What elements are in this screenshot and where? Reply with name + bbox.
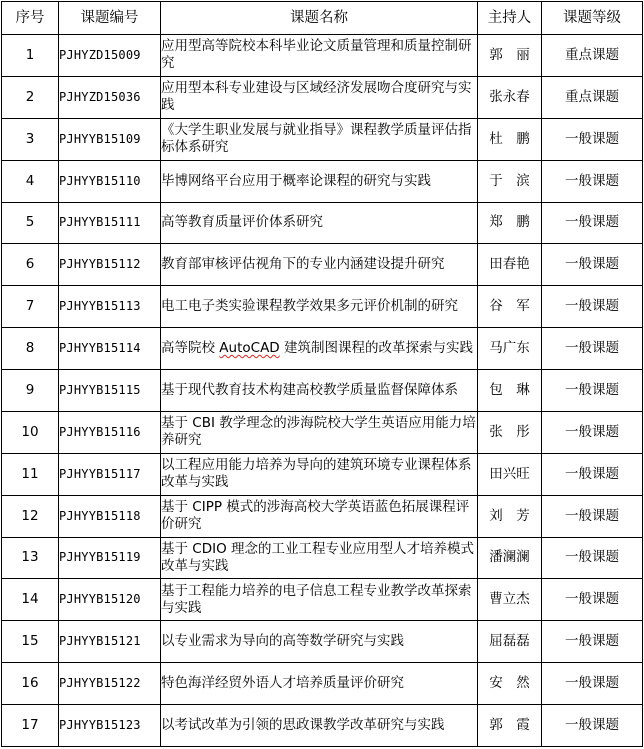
row-level: 一般课题 <box>542 621 643 663</box>
spellcheck-flagged-word: AutoCAD <box>219 340 280 357</box>
row-code: PJHYYB15119 <box>59 537 161 579</box>
row-title: 毕博网络平台应用于概率论课程的研究与实践 <box>161 160 478 202</box>
row-title: 基于 CIPP 模式的涉海高校大学英语蓝色拓展课程评价研究 <box>161 495 478 537</box>
header-serial: 序号 <box>2 2 59 35</box>
row-level: 重点课题 <box>542 76 643 118</box>
table-row <box>2 118 643 160</box>
row-serial: 6 <box>2 244 59 286</box>
row-title: 电工电子类实验课程教学效果多元评价机制的研究 <box>161 286 478 328</box>
row-title: 《大学生职业发展与就业指导》课程教学质量评估指标体系研究 <box>161 118 478 160</box>
row-serial: 8 <box>2 328 59 370</box>
row-host: 郑 鹏 <box>478 202 542 244</box>
row-title: 以专业需求为导向的高等数学研究与实践 <box>161 621 478 663</box>
row-serial: 16 <box>2 663 59 705</box>
header-title: 课题名称 <box>161 2 478 35</box>
row-code: PJHYYB15123 <box>59 705 161 747</box>
row-code: PJHYYB15110 <box>59 160 161 202</box>
row-level: 一般课题 <box>542 705 643 747</box>
row-title: 以考试改革为引领的思政课教学改革研究与实践 <box>161 705 478 747</box>
row-title: 基于现代教育技术构建高校教学质量监督保障体系 <box>161 370 478 412</box>
row-host: 杜 鹏 <box>478 118 542 160</box>
row-level: 一般课题 <box>542 495 643 537</box>
row-code: PJHYYB15120 <box>59 579 161 621</box>
table-row <box>2 705 643 747</box>
header-level: 课题等级 <box>542 2 643 35</box>
header-host: 主持人 <box>478 2 542 35</box>
table-row <box>2 160 643 202</box>
row-level: 一般课题 <box>542 160 643 202</box>
row-title: 基于 CDIO 理念的工业工程专业应用型人才培养模式改革与实践 <box>161 537 478 579</box>
row-title: 基于 CBI 教学理念的涉海院校大学生英语应用能力培养研究 <box>161 411 478 453</box>
title-text-before: 高等院校 <box>161 340 220 357</box>
row-host: 包 琳 <box>478 370 542 412</box>
row-host: 田兴旺 <box>478 453 542 495</box>
table-row <box>2 663 643 705</box>
table-row <box>2 495 643 537</box>
row-serial: 11 <box>2 453 59 495</box>
row-host: 曹立杰 <box>478 579 542 621</box>
row-serial: 5 <box>2 202 59 244</box>
row-code: PJHYYB15118 <box>59 495 161 537</box>
row-title: 教育部审核评估视角下的专业内涵建设提升研究 <box>161 244 478 286</box>
table-row <box>2 244 643 286</box>
row-title <box>161 328 478 370</box>
row-level: 一般课题 <box>542 453 643 495</box>
row-title: 高等教育质量评价体系研究 <box>161 202 478 244</box>
row-serial: 1 <box>2 35 59 77</box>
row-host: 郭 霞 <box>478 705 542 747</box>
row-serial: 3 <box>2 118 59 160</box>
header-code: 课题编号 <box>59 2 161 35</box>
row-code: PJHYYB15114 <box>59 328 161 370</box>
row-level: 一般课题 <box>542 244 643 286</box>
row-title: 特色海洋经贸外语人才培养质量评价研究 <box>161 663 478 705</box>
row-host: 谷 军 <box>478 286 542 328</box>
row-code: PJHYZD15009 <box>59 35 161 77</box>
row-serial: 15 <box>2 621 59 663</box>
projects-table <box>1 1 643 747</box>
row-host: 张永春 <box>478 76 542 118</box>
row-host: 马广东 <box>478 328 542 370</box>
row-serial: 14 <box>2 579 59 621</box>
table-row <box>2 202 643 244</box>
table-row <box>2 621 643 663</box>
row-serial: 10 <box>2 411 59 453</box>
row-host: 于 滨 <box>478 160 542 202</box>
row-host: 潘澜澜 <box>478 537 542 579</box>
row-serial: 2 <box>2 76 59 118</box>
row-host: 屈磊磊 <box>478 621 542 663</box>
row-level: 重点课题 <box>542 35 643 77</box>
header-row <box>2 2 643 35</box>
row-level: 一般课题 <box>542 202 643 244</box>
row-code: PJHYYB15117 <box>59 453 161 495</box>
row-code: PJHYYB15121 <box>59 621 161 663</box>
table-row <box>2 286 643 328</box>
table-row <box>2 411 643 453</box>
table-row <box>2 328 643 370</box>
row-code: PJHYYB15111 <box>59 202 161 244</box>
row-level: 一般课题 <box>542 118 643 160</box>
row-code: PJHYYB15109 <box>59 118 161 160</box>
row-serial: 12 <box>2 495 59 537</box>
row-code: PJHYYB15122 <box>59 663 161 705</box>
row-serial: 4 <box>2 160 59 202</box>
row-level: 一般课题 <box>542 286 643 328</box>
table-row <box>2 537 643 579</box>
table-row <box>2 579 643 621</box>
row-title: 基于工程能力培养的电子信息工程专业教学改革探索与实践 <box>161 579 478 621</box>
row-host: 郭 丽 <box>478 35 542 77</box>
row-code: PJHYZD15036 <box>59 76 161 118</box>
title-text-after: 建筑制图课程的改革探索与实践 <box>279 340 473 357</box>
row-serial: 17 <box>2 705 59 747</box>
table-row <box>2 76 643 118</box>
table-row <box>2 35 643 77</box>
row-level: 一般课题 <box>542 411 643 453</box>
row-title: 以工程应用能力培养为导向的建筑环境专业课程体系改革与实践 <box>161 453 478 495</box>
row-code: PJHYYB15112 <box>59 244 161 286</box>
row-title: 应用型本科专业建设与区域经济发展吻合度研究与实践 <box>161 76 478 118</box>
row-code: PJHYYB15116 <box>59 411 161 453</box>
row-level: 一般课题 <box>542 370 643 412</box>
row-host: 刘 芳 <box>478 495 542 537</box>
row-host: 田春艳 <box>478 244 542 286</box>
row-title: 应用型高等院校本科毕业论文质量管理和质量控制研究 <box>161 35 478 77</box>
row-host: 张 彤 <box>478 411 542 453</box>
row-serial: 9 <box>2 370 59 412</box>
table-row <box>2 370 643 412</box>
row-level: 一般课题 <box>542 537 643 579</box>
row-level: 一般课题 <box>542 328 643 370</box>
row-serial: 7 <box>2 286 59 328</box>
row-code: PJHYYB15115 <box>59 370 161 412</box>
row-level: 一般课题 <box>542 579 643 621</box>
row-level: 一般课题 <box>542 663 643 705</box>
row-host: 安 然 <box>478 663 542 705</box>
table-row <box>2 453 643 495</box>
row-code: PJHYYB15113 <box>59 286 161 328</box>
row-serial: 13 <box>2 537 59 579</box>
